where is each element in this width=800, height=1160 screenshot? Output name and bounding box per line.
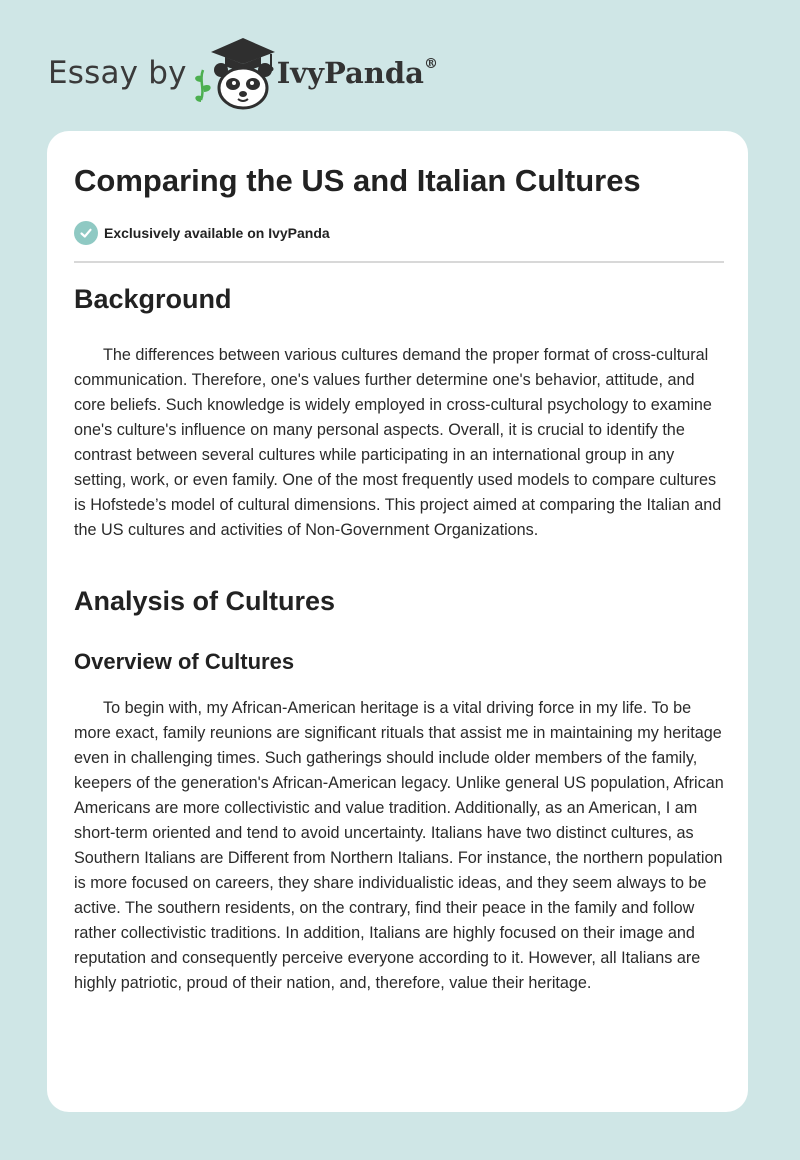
exclusive-badge xyxy=(74,221,330,245)
section-heading-analysis: Analysis of Cultures xyxy=(74,586,336,616)
brand-name[interactable]: IvyPanda® xyxy=(276,56,438,90)
subheading-overview: Overview of Cultures xyxy=(74,649,295,674)
registered-mark: ® xyxy=(423,56,438,73)
page-title: Comparing the US and Italian Cultures xyxy=(74,163,641,198)
title-divider xyxy=(74,261,724,263)
background-paragraph: The differences between various cultures demand the proper format of cross-cultural communication. Therefore, one's values further determine one's behavior, attitude, and core beliefs. Such knowledge is widely employed in cross-cultural psychology to examine one's culture's influence on many personal aspects. Overall, it is crucial to identify the contrast between several cultures while participating in an international group in any setting, work, or even family. One of the most frequently used models to compare cultures is Hofstede’s model of cultural dimensions. This project aimed at comparing the Italian and the US cultures and activities of Non-Government Organizations. xyxy=(74,346,722,539)
check-icon xyxy=(74,221,98,245)
essay-by-label: Essay by xyxy=(48,55,187,91)
site-header xyxy=(48,36,768,110)
overview-paragraph: To begin with, my African-American heritage is a vital driving force in my life. To be more exact, family reunions are significant rituals that assist me in maintaining my heritage even in challenging times. Such gatherings should include older members of the family, keepers of the generation's African-American legacy. Unlike general US population, African Americans are more collectivistic and value tradition. Additionally, as an American, I am short-term oriented and tend to avoid uncertainty. Italians have two distinct cultures, as Southern Italians are Different from Northern Italians. For instance, the northern population is more focused on careers, they share individualistic ideas, and they seem always to be active. The southern residents, on the contrary, find their peace in the family and follow rather collectivistic traditions. In addition, Italians are highly focused on their image and reputation and consequently perceive everyone according to it. However, all Italians are highly patriotic, proud of their nation, and, therefore, value their heritage. xyxy=(74,699,724,992)
badge-label: Exclusively available on IvyPanda xyxy=(104,225,330,241)
panda-logo-icon[interactable] xyxy=(191,36,283,110)
section-heading-background: Background xyxy=(74,284,232,314)
essay-card xyxy=(47,131,748,1112)
